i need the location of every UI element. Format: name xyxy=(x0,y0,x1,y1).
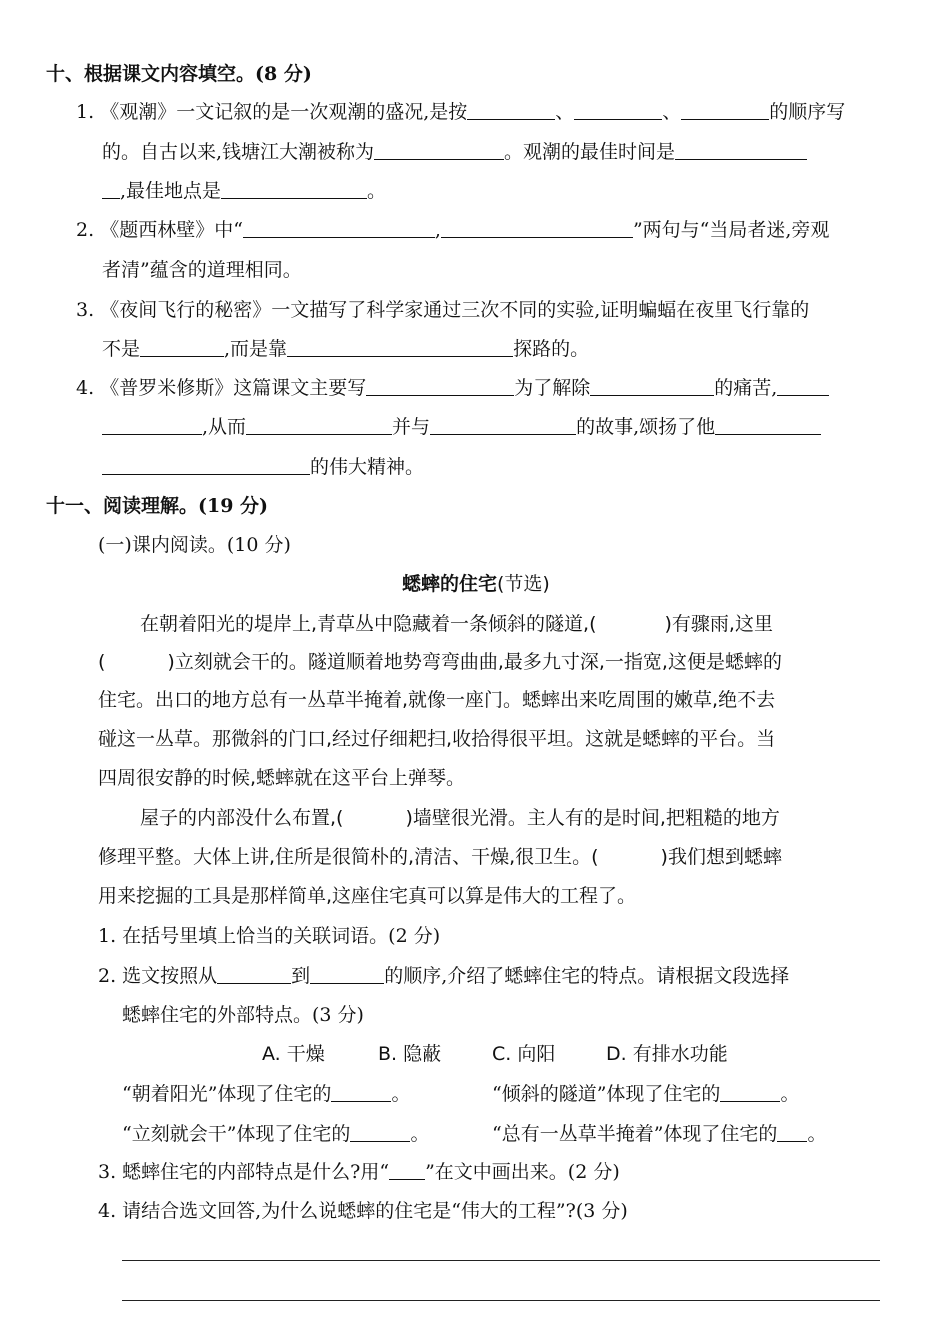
section-11-heading: 十一、阅读理解。(19 分) xyxy=(46,495,269,517)
text: 的故事,颂扬了他 xyxy=(576,416,716,438)
option-a: A. 干燥 xyxy=(262,1043,325,1065)
text: ,而是靠 xyxy=(224,338,288,360)
text: ”两句与“当局者迷,旁观 xyxy=(632,219,830,241)
fill-item xyxy=(122,1120,429,1148)
text: 不是 xyxy=(102,338,141,360)
text: ,从而 xyxy=(202,416,247,438)
q11-4: 4. 请结合选文回答,为什么说蟋蟀的住宅是“伟大的工程”?(3 分) xyxy=(98,1200,628,1222)
answer-blank[interactable] xyxy=(217,963,291,984)
q10-4-line-1 xyxy=(76,374,829,402)
q10-4-line-3 xyxy=(102,453,424,481)
text: “立刻就会干”体现了住宅的 xyxy=(122,1123,351,1145)
q11-1: 1. 在括号里填上恰当的关联词语。(2 分) xyxy=(98,925,441,947)
option-b: B. 隐蔽 xyxy=(378,1043,442,1065)
text: ,最佳地点是 xyxy=(120,180,222,202)
subsection-heading: (一)课内阅读。(10 分) xyxy=(98,534,291,556)
text: 。 xyxy=(410,1123,430,1145)
answer-blank[interactable] xyxy=(374,139,504,160)
text: 的顺序写 xyxy=(769,101,846,123)
answer-blank[interactable] xyxy=(102,454,310,475)
passage-title-text: 蟋蟀的住宅 xyxy=(402,573,498,595)
text: “总有一丛草半掩着”体现了住宅的 xyxy=(492,1123,778,1145)
text: 、 xyxy=(555,101,575,123)
text: 。 xyxy=(780,1083,800,1105)
answer-blank[interactable] xyxy=(102,178,120,199)
answer-blank[interactable] xyxy=(331,1081,391,1102)
text: ”在文中画出来。(2 分) xyxy=(425,1161,620,1183)
q11-3 xyxy=(98,1158,620,1186)
text: 《普罗米修斯》这篇课文主要写 xyxy=(100,377,367,399)
option-d: D. 有排水功能 xyxy=(606,1043,728,1065)
q10-1-line-2 xyxy=(102,138,807,166)
text: )立刻就会干的。隧道顺着地势弯弯曲曲,最多九寸深,一指宽,这便是蟋蟀的 xyxy=(167,651,782,673)
q10-3-line-2 xyxy=(102,335,589,363)
q11-2-line-2: 蟋蟀住宅的外部特点。(3 分) xyxy=(122,1004,364,1026)
text: 的。自古以来,钱塘江大潮被称为 xyxy=(102,141,375,163)
text: 《题西林壁》中“ xyxy=(100,219,243,241)
q-number: 4. xyxy=(76,377,95,399)
text: 探路的。 xyxy=(513,338,590,360)
text: 2. 选文按照从 xyxy=(98,965,218,987)
text: ( xyxy=(98,651,106,673)
answer-blank[interactable] xyxy=(310,963,384,984)
text: 修理平整。大体上讲,住所是很简朴的,清洁、干燥,很卫生。( xyxy=(98,846,599,868)
q10-2-line-2: 者清”蕴含的道理相同。 xyxy=(102,259,302,281)
text: 并与 xyxy=(392,416,431,438)
answer-blank[interactable] xyxy=(574,99,662,120)
text: 的伟大精神。 xyxy=(310,456,425,478)
text: 。 xyxy=(391,1083,411,1105)
answer-blank[interactable] xyxy=(246,414,392,435)
q11-2-line-1 xyxy=(98,962,789,990)
text: 《观潮》一文记叙的是一次观潮的盛况,是按 xyxy=(100,101,468,123)
passage-line xyxy=(98,843,782,871)
passage-line xyxy=(98,648,782,676)
text: “倾斜的隧道”体现了住宅的 xyxy=(492,1083,721,1105)
answer-blank[interactable] xyxy=(681,99,769,120)
text: 的痛苦, xyxy=(714,377,778,399)
passage-line: 碰这一丛草。那微斜的门口,经过仔细耙扫,收拾得很平坦。这就是蟋蟀的平台。当 xyxy=(98,728,776,750)
text: 、 xyxy=(662,101,682,123)
passage-title-note: (节选) xyxy=(497,573,550,595)
text: “朝着阳光”体现了住宅的 xyxy=(122,1083,332,1105)
answer-blank[interactable] xyxy=(243,217,435,238)
q10-4-line-2 xyxy=(102,413,821,441)
answer-blank[interactable] xyxy=(366,375,514,396)
answer-blank[interactable] xyxy=(675,139,807,160)
passage-line: 住宅。出口的地方总有一丛草半掩着,就像一座门。蟋蟀出来吃周围的嫩草,绝不去 xyxy=(98,689,776,711)
q10-3-line-1 xyxy=(76,296,809,324)
answer-blank[interactable] xyxy=(287,336,513,357)
text: 屋子的内部没什么布置,( xyxy=(140,807,344,829)
answer-blank[interactable] xyxy=(590,375,714,396)
fill-item xyxy=(492,1080,799,1108)
text: 3. 蟋蟀住宅的内部特点是什么?用“ xyxy=(98,1161,390,1183)
q-number: 3. xyxy=(76,299,95,321)
answer-blank[interactable] xyxy=(467,99,555,120)
answer-line[interactable] xyxy=(122,1260,880,1261)
text: )我们想到蟋蟀 xyxy=(660,846,782,868)
text: 在朝着阳光的堤岸上,青草丛中隐藏着一条倾斜的隧道,( xyxy=(140,613,597,635)
passage-line xyxy=(140,804,780,832)
answer-blank[interactable] xyxy=(441,217,633,238)
q10-1-line-3 xyxy=(102,177,386,205)
answer-blank[interactable] xyxy=(350,1121,410,1142)
text: 的顺序,介绍了蟋蟀住宅的特点。请根据文段选择 xyxy=(384,965,790,987)
passage-line xyxy=(140,610,773,638)
text: 。 xyxy=(367,180,387,202)
option-c: C. 向阳 xyxy=(492,1043,556,1065)
q-number: 1. xyxy=(76,101,95,123)
answer-blank[interactable] xyxy=(221,178,367,199)
fill-item xyxy=(492,1120,826,1148)
answer-blank[interactable] xyxy=(715,414,821,435)
text: 。观潮的最佳时间是 xyxy=(504,141,676,163)
text: 到 xyxy=(291,965,311,987)
underline-sample xyxy=(389,1159,425,1180)
text: 。 xyxy=(807,1123,827,1145)
fill-item xyxy=(122,1080,410,1108)
q10-2-line-1 xyxy=(76,216,829,244)
text: 为了解除 xyxy=(514,377,591,399)
section-10-heading: 十、根据课文内容填空。(8 分) xyxy=(46,63,312,85)
text: 《夜间飞行的秘密》一文描写了科学家通过三次不同的实验,证明蝙蝠在夜里飞行靠的 xyxy=(100,299,810,321)
answer-blank[interactable] xyxy=(720,1081,780,1102)
q10-1-line-1 xyxy=(76,98,845,126)
answer-blank[interactable] xyxy=(140,336,224,357)
passage-title xyxy=(402,570,550,598)
answer-blank[interactable] xyxy=(430,414,576,435)
text: , xyxy=(434,219,441,241)
passage-line: 用来挖掘的工具是那样简单,这座住宅真可以算是伟大的工程了。 xyxy=(98,885,637,907)
passage-line: 四周很安静的时候,蟋蟀就在这平台上弹琴。 xyxy=(98,767,466,789)
answer-blank[interactable] xyxy=(102,414,202,435)
answer-line[interactable] xyxy=(122,1300,880,1301)
answer-blank[interactable] xyxy=(777,375,829,396)
answer-blank[interactable] xyxy=(777,1121,807,1142)
text: )有骤雨,这里 xyxy=(664,613,773,635)
q-number: 2. xyxy=(76,219,95,241)
text: )墙壁很光滑。主人有的是时间,把粗糙的地方 xyxy=(405,807,780,829)
